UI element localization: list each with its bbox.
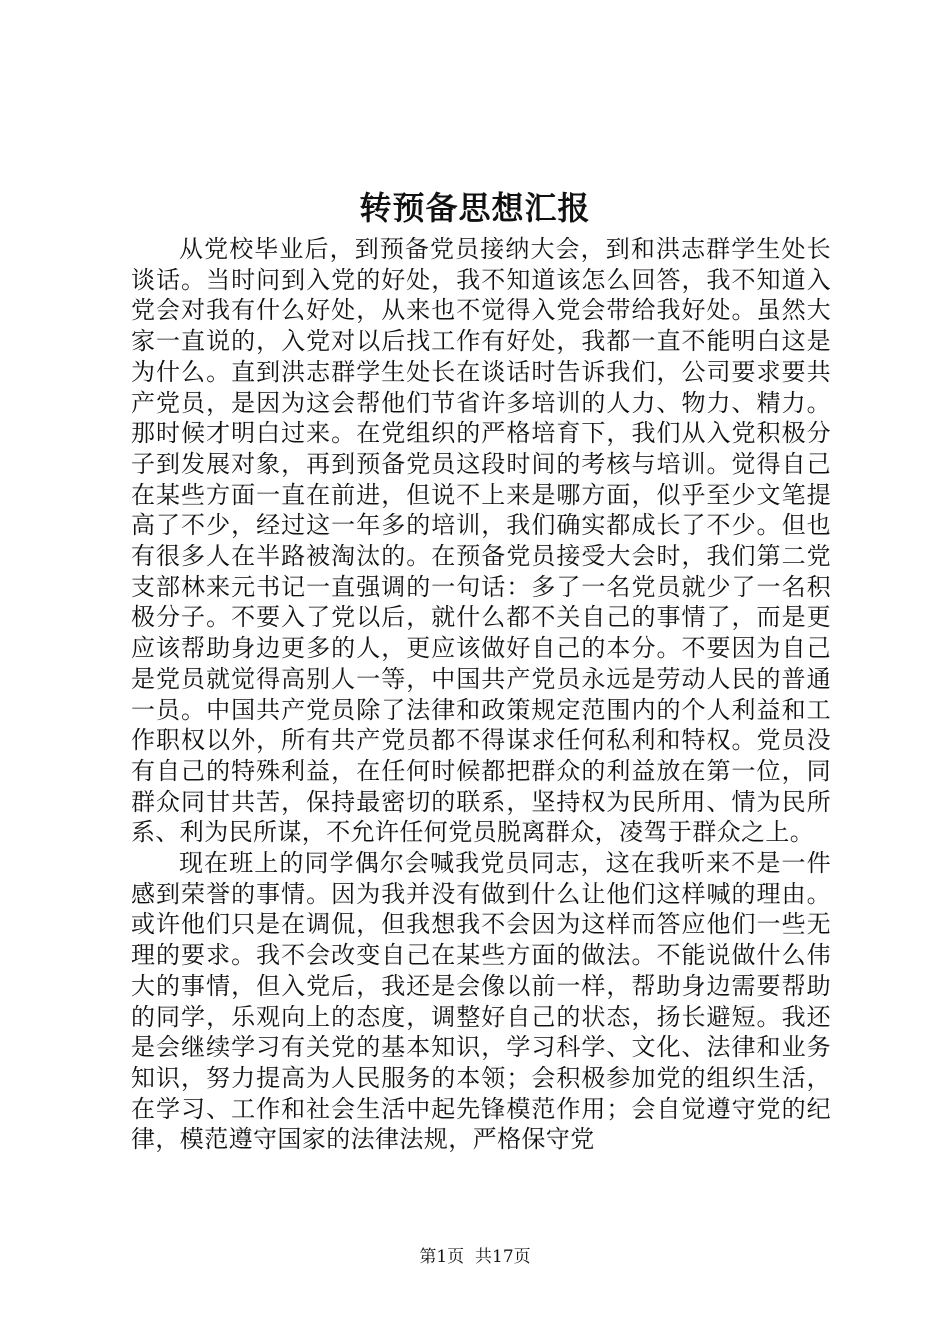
page-number-current: 第1页: [419, 1247, 465, 1267]
page-footer: [0, 1246, 950, 1268]
document-body: [131, 234, 831, 1155]
document-title: 转预备思想汇报: [359, 189, 591, 227]
paragraph-2: 现在班上的同学偶尔会喊我党员同志，这在我听来不是一件感到荣誉的事情。因为我并没有做到什么让他们这样喊的理由。或许他们只是在调侃，但我想我不会因为这样而答应他们一些无理的要求。我不会改变自己在某些方面的做法。不能说做什么伟大的事情，但入党后，我还是会像以前一样，帮助身边需要帮助的同学，乐观向上的态度，调整好自己的状态，扬长避短。我还是会继续学习有关党的基本知识，学习科学、文化、法律和业务知识，努力提高为人民服务的本领；会积极参加党的组织生活，在学习、工作和社会生活中起先锋模范作用；会自觉遵守党的纪律，模范遵守国家的法律法规，严格保守党: [131, 849, 831, 1154]
paragraph-1: 从党校毕业后，到预备党员接纳大会，到和洪志群学生处长谈话。当时问到入党的好处，我不知道该怎么回答，我不知道入党会对我有什么好处，从来也不觉得入党会带给我好处。虽然大家一直说的，入党对以后找工作有好处，我都一直不能明白这是为什么。直到洪志群学生处长在谈话时告诉我们，公司要求要共产党员，是因为这会帮他们节省许多培训的人力、物力、精力。那时候才明白过来。在党组织的严格培育下，我们从入党积极分子到发展对象，再到预备党员这段时间的考核与培训。觉得自己在某些方面一直在前进，但说不上来是哪方面，似乎至少文笔提高了不少，经过这一年多的培训，我们确实都成长了不少。但也有很多人在半路被淘汰的。在预备党员接受大会时，我们第二党支部林来元书记一直强调的一句话：多了一名党员就少了一名积极分子。不要入了党以后，就什么都不关自己的事情了，而是更应该帮助身边更多的人，更应该做好自己的本分。不要因为自己是党员就觉得高别人一等，中国共产党员永远是劳动人民的普通一员。中国共产党员除了法律和政策规定范围内的个人利益和工作职权以外，所有共产党员都不得谋求任何私利和特权。党员没有自己的特殊利益，在任何时候都把群众的利益放在第一位，同群众同甘共苦，保持最密切的联系，坚持权为民所用、情为民所系、利为民所谋，不允许任何党员脱离群众，凌驾于群众之上。: [131, 235, 831, 847]
footer-separator: [464, 1247, 475, 1267]
page-number-total: 共17页: [475, 1247, 531, 1267]
